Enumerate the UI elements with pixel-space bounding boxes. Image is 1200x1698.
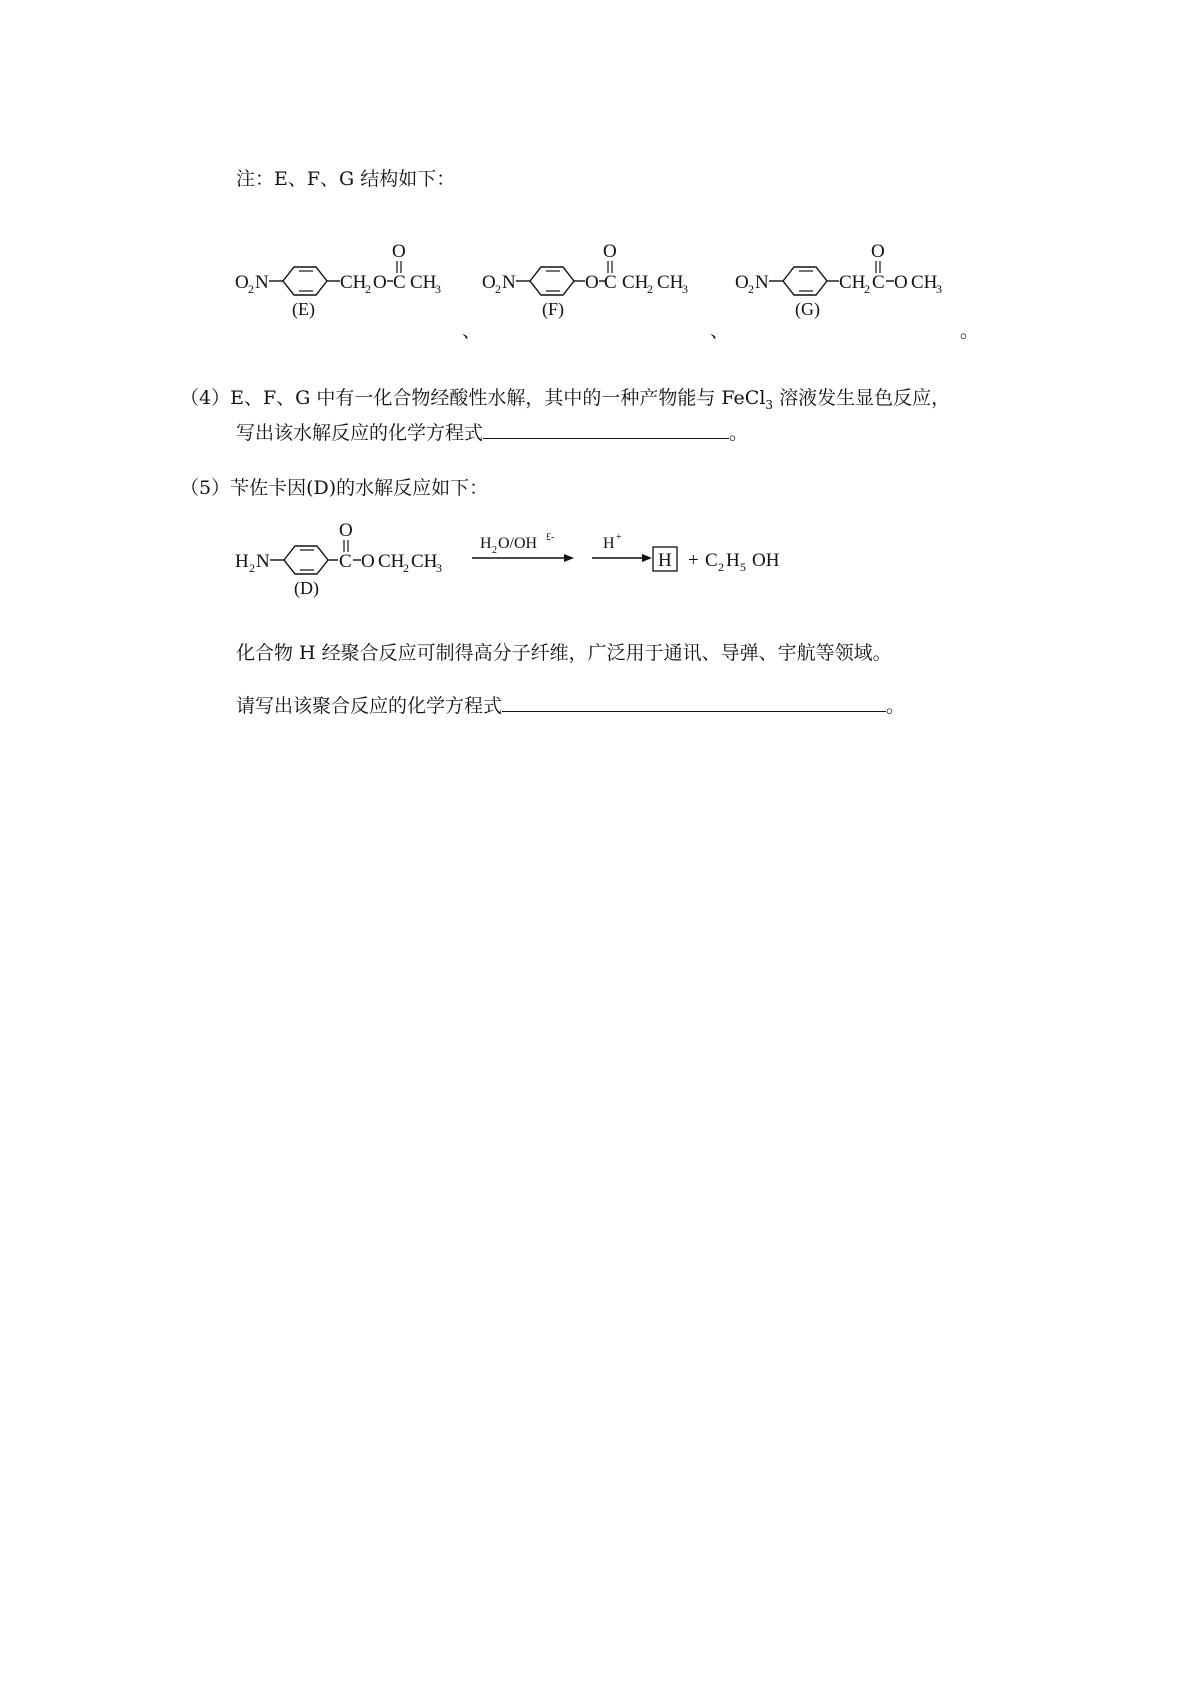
d-label: (D) bbox=[294, 578, 319, 598]
e-o2n-n: N bbox=[255, 272, 269, 293]
q5-usage bbox=[236, 640, 892, 666]
g-ch2: CH bbox=[839, 272, 866, 293]
d-ch3: CH bbox=[411, 551, 438, 572]
e-carbonyl-o: O bbox=[392, 241, 406, 262]
note-text bbox=[236, 166, 455, 192]
e-o2n-sub: 2 bbox=[248, 282, 254, 296]
arrow2-h: H bbox=[603, 535, 615, 552]
structure-f bbox=[482, 241, 688, 320]
arrow1-h-sub: 2 bbox=[492, 545, 497, 556]
d-h: H bbox=[235, 551, 249, 572]
q5-answer-blank[interactable] bbox=[502, 693, 886, 712]
q4-line1-suffix: 溶液发生显色反应， bbox=[773, 387, 951, 409]
f-ch2-sub: 2 bbox=[647, 282, 653, 296]
q5-reaction-svg bbox=[230, 520, 830, 610]
ethanol-oh: OH bbox=[752, 550, 780, 571]
g-label: (G) bbox=[795, 299, 820, 319]
arrow1-rest: O/OH bbox=[498, 535, 538, 552]
f-o2n-n: N bbox=[502, 272, 516, 293]
q4-line-2 bbox=[236, 420, 748, 446]
arrow1-h: H bbox=[480, 535, 492, 552]
d-ch3-sub: 3 bbox=[436, 561, 442, 575]
d-ch2-sub: 2 bbox=[403, 561, 409, 575]
g-carbonyl-c: C bbox=[872, 272, 885, 293]
e-label: (E) bbox=[292, 299, 315, 319]
plus-sign: + bbox=[688, 550, 699, 571]
q5-intro bbox=[180, 475, 488, 501]
product-h-text: H bbox=[658, 550, 672, 571]
q4-line2-end: 。 bbox=[729, 422, 749, 444]
arrow2-head bbox=[642, 554, 652, 562]
arrow2-sup: + bbox=[616, 532, 622, 543]
q5-intro-text: （5）苄佐卡因(D)的水解反应如下： bbox=[180, 477, 489, 499]
g-ch2-sub: 2 bbox=[864, 282, 870, 296]
e-o2n-o: O bbox=[235, 272, 249, 293]
e-carbonyl-c: C bbox=[393, 272, 406, 293]
g-o2n-o: O bbox=[735, 272, 749, 293]
e-ch3-sub: 3 bbox=[435, 282, 441, 296]
q4-answer-blank[interactable] bbox=[483, 420, 729, 439]
structure-g bbox=[735, 241, 942, 320]
f-ch3-sub: 3 bbox=[682, 282, 688, 296]
e-ch2-sub: 2 bbox=[365, 282, 371, 296]
arrow1-head bbox=[564, 554, 574, 562]
structures-end-mark: 。 bbox=[960, 321, 980, 342]
d-o: O bbox=[361, 551, 375, 572]
g-o2n-n: N bbox=[755, 272, 769, 293]
arrow1-sup: £- bbox=[546, 532, 555, 543]
ethanol-h: H bbox=[726, 550, 740, 571]
g-o2n-sub: 2 bbox=[748, 282, 754, 296]
arrow-2 bbox=[592, 532, 652, 562]
d-ch2: CH bbox=[378, 551, 405, 572]
e-ch: CH bbox=[340, 272, 367, 293]
reactant-d bbox=[235, 520, 442, 599]
q5-usage-text: 化合物 H 经聚合反应可制得高分子纤维，广泛用于通讯、导弹、宇航等领域。 bbox=[236, 642, 892, 664]
q4-line-1 bbox=[180, 385, 950, 418]
arrow-1 bbox=[472, 532, 574, 562]
ethanol-c: C bbox=[705, 550, 718, 571]
g-o: O bbox=[894, 272, 908, 293]
q5-request-text: 请写出该聚合反应的化学方程式 bbox=[236, 695, 503, 717]
d-carbonyl-o: O bbox=[339, 520, 353, 541]
f-label: (F) bbox=[542, 299, 564, 319]
e-ch3: CH bbox=[410, 272, 437, 293]
structures-svg bbox=[230, 235, 990, 345]
q5-request-end: 。 bbox=[886, 695, 906, 717]
separator-2: 、 bbox=[710, 321, 730, 342]
f-carbonyl-o: O bbox=[603, 241, 617, 262]
q5-request bbox=[236, 693, 905, 719]
f-o: O bbox=[585, 272, 599, 293]
g-carbonyl-o: O bbox=[871, 241, 885, 262]
note-label: 注：E、F、G 结构如下： bbox=[236, 168, 456, 190]
f-ch2: CH bbox=[622, 272, 649, 293]
structure-e bbox=[235, 241, 441, 320]
d-h-sub: 2 bbox=[249, 561, 255, 575]
q4-line1-prefix: （4）E、F、G 中有一化合物经酸性水解，其中的一种产物能与 FeCl bbox=[180, 387, 766, 409]
q5-reaction bbox=[230, 520, 830, 610]
f-carbonyl-c: C bbox=[604, 272, 617, 293]
ethanol-c-sub: 2 bbox=[718, 560, 724, 574]
g-ch3-sub: 3 bbox=[936, 282, 942, 296]
q4-line2-text: 写出该水解反应的化学方程式 bbox=[236, 422, 484, 444]
separator-1: 、 bbox=[462, 321, 482, 342]
f-o2n-sub: 2 bbox=[495, 282, 501, 296]
g-ch3: CH bbox=[911, 272, 938, 293]
q4-line1-sub: 3 bbox=[765, 397, 774, 412]
f-o2n-o: O bbox=[482, 272, 496, 293]
d-n: N bbox=[256, 551, 270, 572]
ethanol-h-sub: 5 bbox=[740, 560, 746, 574]
f-ch3: CH bbox=[657, 272, 684, 293]
structures-efg bbox=[230, 235, 990, 345]
d-carbonyl-c: C bbox=[339, 551, 352, 572]
e-o: O bbox=[373, 272, 387, 293]
